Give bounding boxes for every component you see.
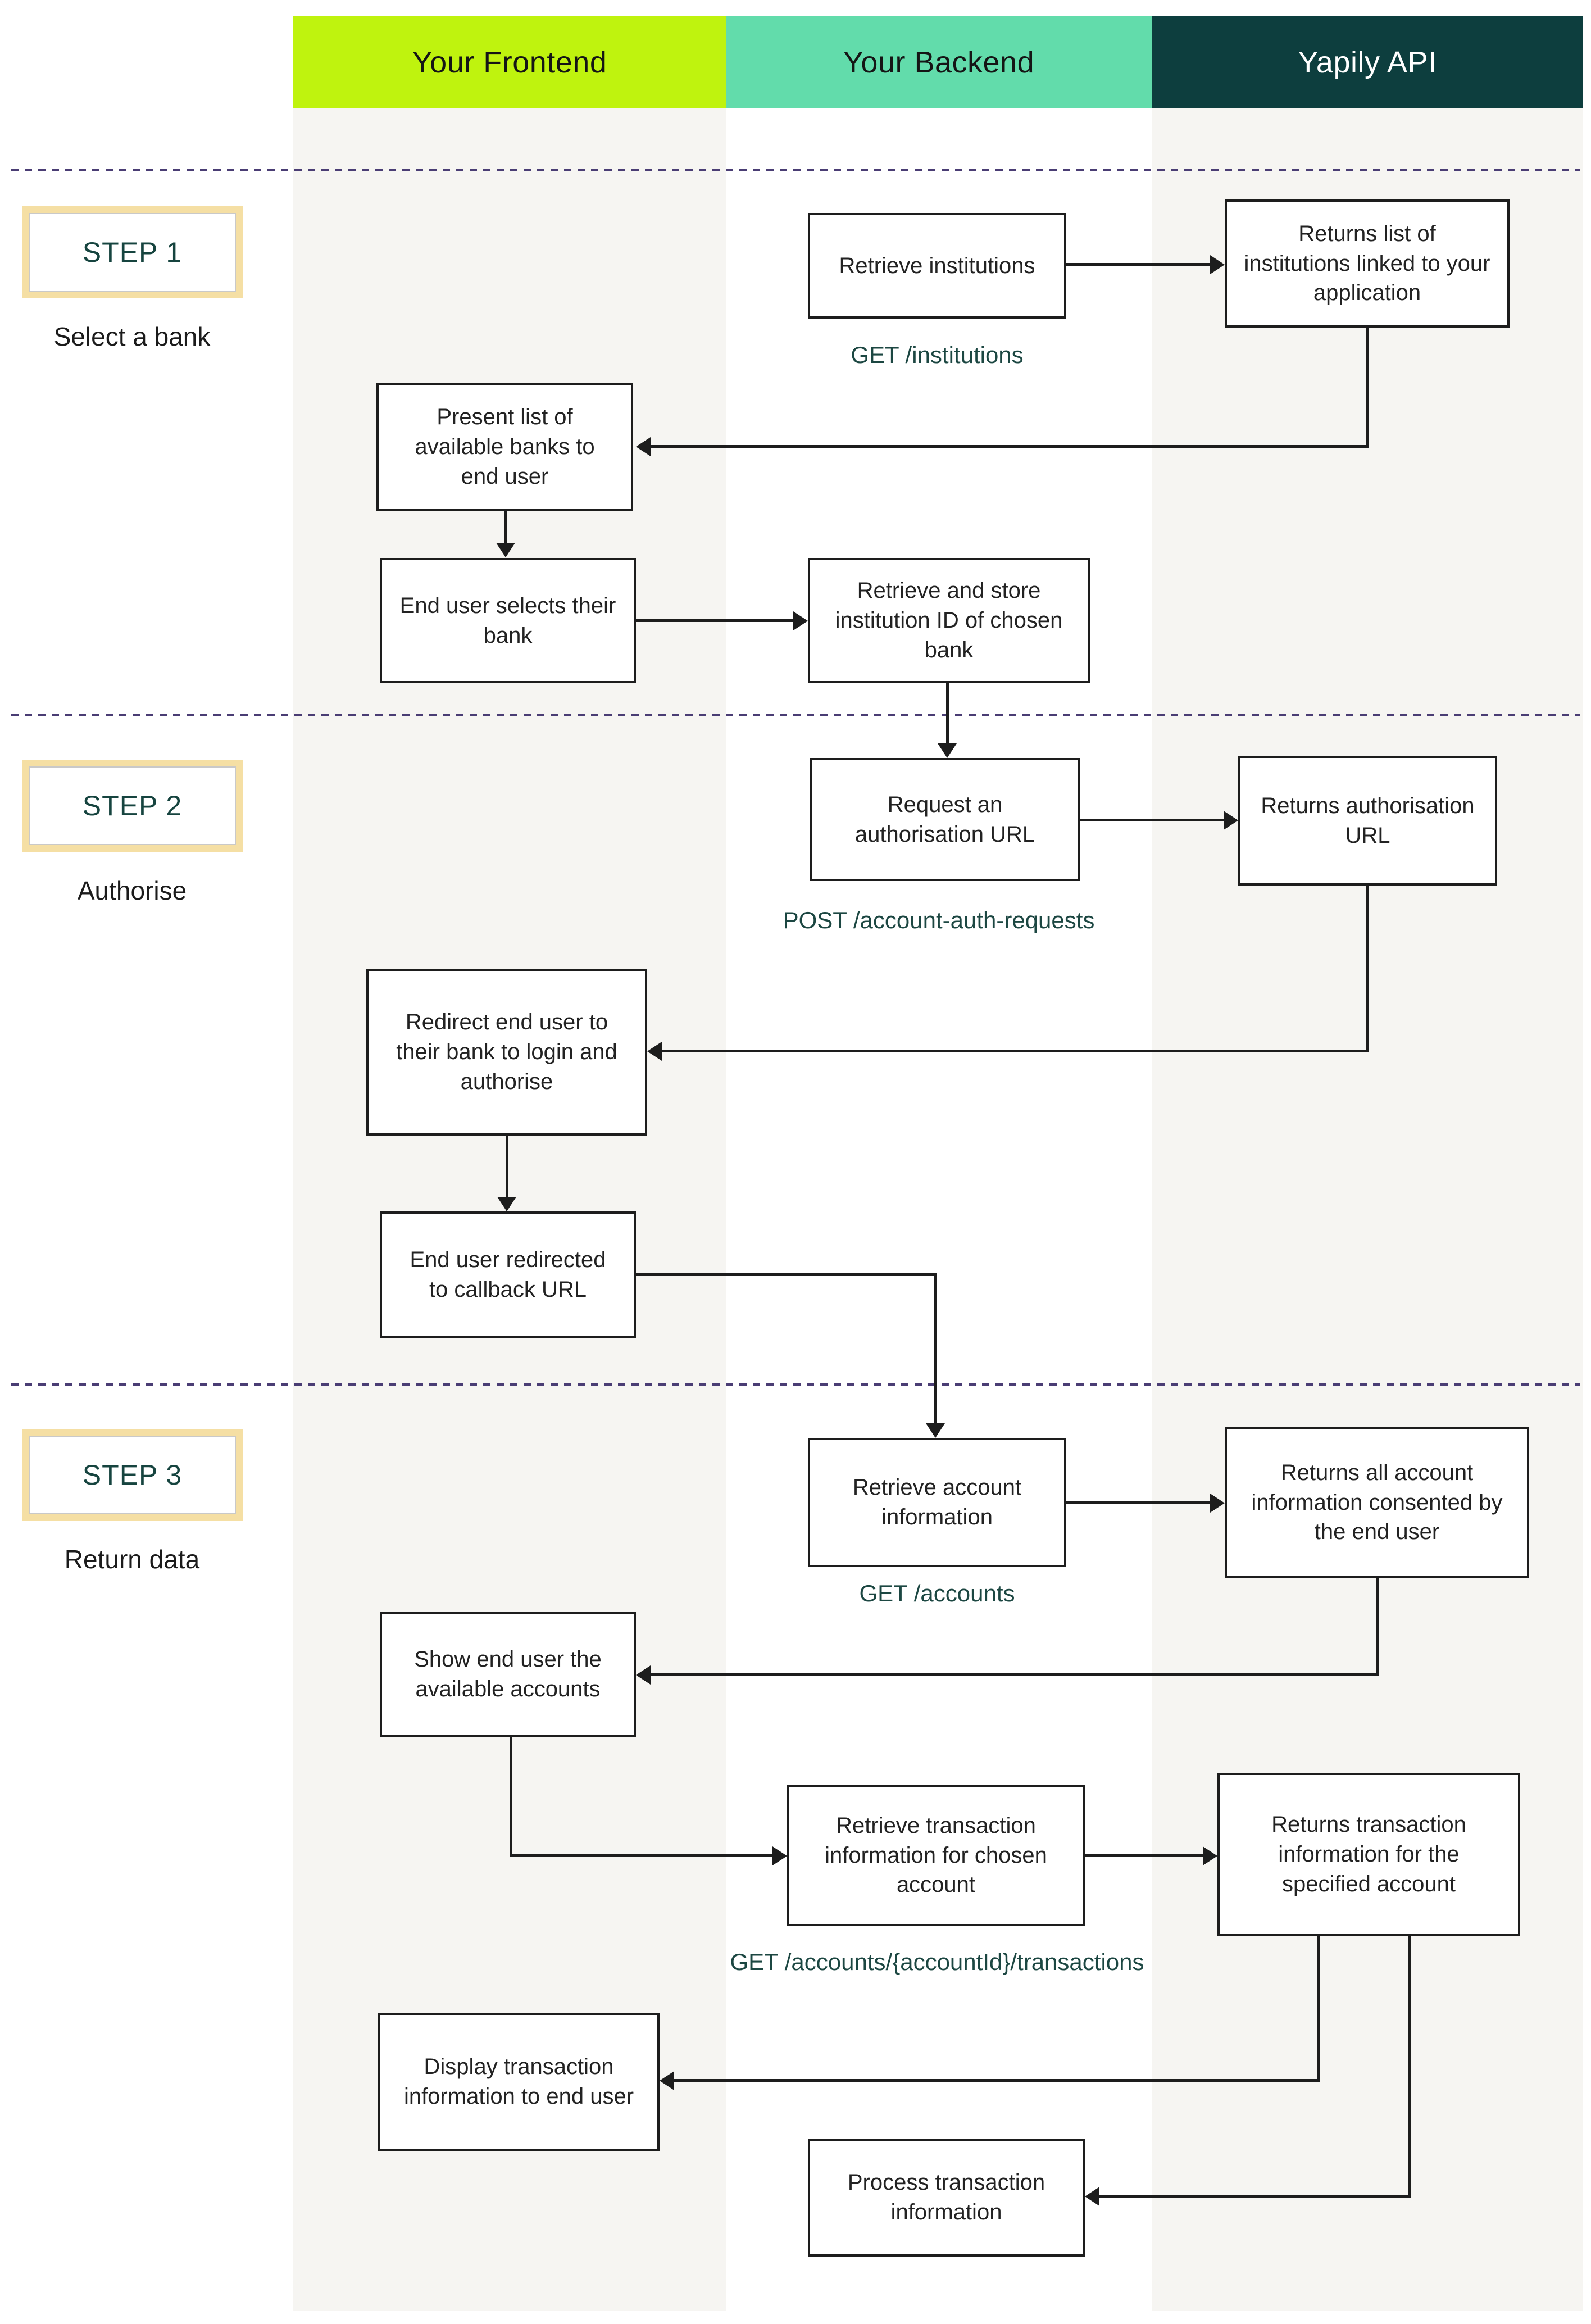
step-sublabel-1: Select a bank (53, 322, 211, 351)
flow-box-end-user-selects-label: End user selects their bank (399, 593, 616, 648)
flow-box-returns-account-info (1225, 1427, 1529, 1578)
lane-header-frontend-label: Your Frontend (412, 45, 607, 79)
connector-show-accounts-down (510, 1737, 512, 1857)
connector-returns-institutions-to-present-list (651, 445, 1369, 448)
api-endpoint-label-accounts: GET /accounts (859, 1580, 1015, 1606)
lane-header-backend (726, 16, 1152, 108)
flow-box-display-transactions-label: Display transaction information to end user (403, 2054, 634, 2109)
separator-step-3 (11, 1383, 1580, 1386)
arrowhead-into-end-user-redirected (497, 1197, 516, 1211)
step-badge-2-label: STEP 2 (82, 790, 183, 821)
lane-header-frontend (293, 16, 726, 108)
flow-box-request-auth-url (810, 758, 1080, 881)
flow-box-retrieve-institutions (808, 213, 1066, 319)
connector-request-to-returns-auth-url (1080, 819, 1224, 821)
arrowhead-into-show-accounts (636, 1665, 651, 1685)
connector-returns-account-info-down (1376, 1578, 1379, 1674)
flow-box-show-accounts (380, 1612, 636, 1737)
flow-box-end-user-redirected-label: End user redirected to callback URL (410, 1247, 606, 1302)
flow-box-retrieve-transactions-label: Retrieve transaction information for chosen account (825, 1813, 1047, 1898)
arrowhead-into-retrieve-account-info (926, 1423, 945, 1438)
step-badge-1 (22, 206, 243, 298)
arrowhead-into-retrieve-store (793, 611, 808, 630)
connector-retrieve-store-down (946, 683, 949, 743)
connector-end-user-redirected-down (934, 1273, 937, 1423)
arrowhead-into-end-user-selects (496, 543, 515, 557)
api-endpoint-label-auth-requests: POST /account-auth-requests (783, 907, 1095, 933)
flow-box-returns-institutions (1225, 199, 1510, 328)
api-endpoint-label-transactions: GET /accounts/{accountId}/transactions (730, 1949, 1144, 1975)
flow-box-redirect-end-user (366, 969, 647, 1136)
step-badge-3-label: STEP 3 (82, 1459, 183, 1491)
arrowhead-into-returns-auth-url (1224, 811, 1238, 830)
connector-returns-institutions-down (1366, 328, 1369, 448)
flow-box-present-list (376, 383, 633, 511)
connector-returns-auth-url-to-redirect (662, 1050, 1369, 1052)
connector-end-user-redirected-right (636, 1273, 937, 1276)
connector-returns-transactions-to-process (1099, 2195, 1411, 2198)
flow-box-retrieve-store-institution (808, 558, 1090, 683)
step-sublabel-3: Return data (64, 1545, 200, 1574)
arrowhead-into-present-list (636, 437, 651, 456)
flow-box-returns-transactions (1217, 1773, 1520, 1936)
flow-box-returns-institutions-label: Returns list of institutions linked to your application (1244, 221, 1490, 306)
connector-returns-transactions-down-left (1317, 1936, 1320, 2082)
arrowhead-into-returns-account-info (1210, 1494, 1225, 1513)
connector-redirect-down (506, 1136, 508, 1197)
connector-returns-auth-url-down (1366, 886, 1369, 1051)
arrowhead-into-retrieve-transactions (772, 1846, 787, 1865)
flow-box-show-accounts-label: Show end user the available accounts (414, 1647, 602, 1701)
flow-box-returns-transactions-label: Returns transaction information for the specified account (1271, 1812, 1466, 1896)
separator-step-1 (11, 169, 1580, 171)
connector-returns-account-info-to-show-accounts (651, 1673, 1379, 1676)
flow-box-redirect-end-user-label: Redirect end user to their bank to login and authorise (396, 1010, 617, 1094)
flow-box-returns-auth-url-label: Returns authorisation URL (1261, 793, 1475, 848)
arrowhead-into-redirect-end-user (647, 1042, 662, 1061)
arrowhead-into-returns-institutions (1210, 255, 1225, 274)
connector-end-user-selects-to-retrieve-store (636, 619, 793, 622)
api-endpoint-label-institutions: GET /institutions (851, 342, 1024, 368)
flow-box-returns-account-info-label: Returns all account information consented by the end user (1251, 1460, 1503, 1545)
lane-column-backend (726, 108, 1152, 2311)
flow-box-retrieve-account-info (808, 1438, 1066, 1567)
step-badge-2 (22, 760, 243, 852)
step-sublabel-2: Authorise (77, 876, 187, 905)
lane-header-api (1152, 16, 1583, 108)
flow-box-end-user-selects (380, 558, 636, 683)
flow-box-retrieve-account-info-label: Retrieve account information (852, 1475, 1022, 1529)
flow-box-present-list-label: Present list of available banks to end user (415, 405, 595, 489)
connector-retrieve-to-returns-institutions (1066, 263, 1210, 266)
flow-box-display-transactions (378, 2013, 660, 2151)
connector-returns-transactions-to-display (674, 2079, 1320, 2082)
flow-box-process-transactions (808, 2139, 1085, 2257)
arrowhead-into-returns-transactions (1203, 1846, 1217, 1865)
connector-retrieve-to-returns-account-info (1066, 1501, 1210, 1504)
connector-retrieve-to-returns-transactions (1085, 1854, 1203, 1857)
flow-box-retrieve-institutions-label: Retrieve institutions (839, 253, 1035, 278)
step-badge-3 (22, 1429, 243, 1521)
step-badge-1-label: STEP 1 (82, 237, 183, 268)
lane-header-api-label: Yapily API (1298, 45, 1437, 79)
arrowhead-into-request-auth-url (938, 743, 957, 758)
connector-present-list-down (504, 511, 507, 543)
flow-box-returns-auth-url (1238, 756, 1497, 886)
separator-step-2 (11, 714, 1580, 716)
connector-show-accounts-to-retrieve-transactions (510, 1854, 772, 1857)
flow-box-process-transactions-label: Process transaction information (847, 2170, 1045, 2225)
arrowhead-into-process-transactions (1085, 2187, 1099, 2206)
lane-header-backend-label: Your Backend (843, 45, 1035, 79)
arrowhead-into-display-transactions (660, 2071, 674, 2090)
flow-box-request-auth-url-label: Request an authorisation URL (854, 792, 1035, 847)
flow-box-end-user-redirected (380, 1211, 636, 1338)
flow-box-retrieve-store-institution-label: Retrieve and store institution ID of chosen bank (835, 578, 1063, 662)
connector-returns-transactions-down-right (1408, 1936, 1411, 2198)
flow-box-retrieve-transactions (787, 1785, 1085, 1926)
